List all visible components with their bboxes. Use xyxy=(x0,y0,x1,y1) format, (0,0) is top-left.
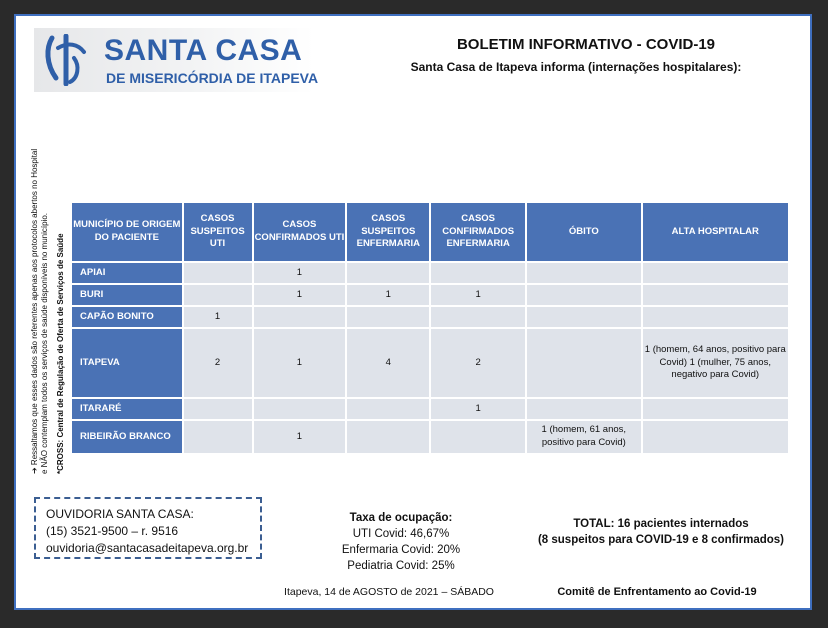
col-header-confirmados-uti: CASOS CONFIRMADOS UTI xyxy=(253,202,347,262)
cell-susp-uti xyxy=(183,284,253,306)
cell-conf-enf xyxy=(430,262,526,284)
bulletin-subtitle: Santa Casa de Itapeva informa (internações hospitalares): xyxy=(410,60,742,74)
cell-alta xyxy=(642,284,789,306)
cell-conf-uti: 1 xyxy=(253,284,347,306)
cell-conf-uti: 1 xyxy=(253,328,347,398)
side-note-cross: *CROSS: Central de Regulação de Oferta de Serviços de Saúde xyxy=(56,233,65,474)
table-row xyxy=(71,262,789,284)
cell-susp-uti xyxy=(183,420,253,454)
cell-susp-uti: 1 xyxy=(183,306,253,328)
row-city: ITAPEVA xyxy=(71,328,183,398)
col-header-suspeitos-enfermaria: CASOS SUSPEITOS ENFERMARIA xyxy=(346,202,430,262)
cell-conf-enf: 1 xyxy=(430,284,526,306)
occupancy-uti: UTI Covid: 46,67% xyxy=(352,528,450,540)
table-row xyxy=(71,284,789,306)
cell-alta xyxy=(642,306,789,328)
cell-obito: 1 (homem, 61 anos, positivo para Covid) xyxy=(526,420,641,454)
santa-casa-logo-mark-icon xyxy=(44,34,88,86)
bulletin-card xyxy=(14,14,812,610)
table-row xyxy=(71,420,789,454)
row-city: CAPÃO BONITO xyxy=(71,306,183,328)
cell-obito xyxy=(526,284,641,306)
cell-susp-enf: 1 xyxy=(346,284,430,306)
occupancy-pediatria: Pediatria Covid: 25% xyxy=(347,560,455,572)
col-header-confirmados-enfermaria: CASOS CONFIRMADOS ENFERMARIA xyxy=(430,202,526,262)
logo-title: SANTA CASA xyxy=(104,34,303,67)
cell-conf-uti xyxy=(253,306,347,328)
row-city: APIAI xyxy=(71,262,183,284)
bulletin-title: BOLETIM INFORMATIVO - COVID-19 xyxy=(456,36,716,53)
ouvidoria-title: OUVIDORIA SANTA CASA: xyxy=(46,507,194,521)
col-header-municipio: MUNICÍPIO DE ORIGEM DO PACIENTE xyxy=(71,202,183,262)
logo-subtitle: DE MISERICÓRDIA DE ITAPEVA xyxy=(106,70,319,86)
row-city: BURI xyxy=(71,284,183,306)
table-row xyxy=(71,398,789,420)
cell-conf-enf xyxy=(430,420,526,454)
ouvidoria-phone: (15) 3521-9500 – r. 9516 xyxy=(46,524,179,538)
col-header-suspeitos-uti: CASOS SUSPEITOS UTI xyxy=(183,202,253,262)
ouvidoria-email: ouvidoria@santacasadeitapeva.org.br xyxy=(46,541,249,555)
cell-susp-uti xyxy=(183,398,253,420)
table-row xyxy=(71,306,789,328)
cell-alta: 1 (homem, 64 anos, positivo para Covid) 1 (mulher, 75 anos, negativo para Covid) xyxy=(642,328,789,398)
cell-susp-enf xyxy=(346,262,430,284)
col-header-alta: ALTA HOSPITALAR xyxy=(642,202,789,262)
cell-susp-uti xyxy=(183,262,253,284)
footer-date: Itapeva, 14 de AGOSTO de 2021 – SÁBADO xyxy=(284,586,494,598)
occupancy-enfermaria: Enfermaria Covid: 20% xyxy=(341,544,461,556)
side-notes xyxy=(20,144,64,474)
col-header-obito: ÓBITO xyxy=(526,202,641,262)
occupancy-title: Taxa de ocupação: xyxy=(349,512,453,524)
cell-conf-enf: 2 xyxy=(430,328,526,398)
side-note-disclaimer: ➔ Ressaltamos que esses dados são referentes apenas aos protocolos abertos no Hospital xyxy=(30,148,39,474)
cell-alta xyxy=(642,262,789,284)
cell-susp-enf: 4 xyxy=(346,328,430,398)
cell-conf-enf xyxy=(430,306,526,328)
cell-obito xyxy=(526,306,641,328)
table-header-row xyxy=(71,202,789,262)
side-note-disclaimer-cont: e NÃO contemplam todos os serviços de saúde disponíveis no município. xyxy=(40,212,49,474)
ouvidoria-box xyxy=(34,497,262,559)
cell-obito xyxy=(526,262,641,284)
total-breakdown: (8 suspeitos para COVID-19 e 8 confirmados) xyxy=(537,534,785,546)
footer-committee: Comitê de Enfrentamento ao Covid-19 xyxy=(557,586,757,598)
cell-alta xyxy=(642,420,789,454)
cell-conf-uti: 1 xyxy=(253,420,347,454)
cell-obito xyxy=(526,398,641,420)
total-summary xyxy=(516,516,806,548)
cell-alta xyxy=(642,398,789,420)
cell-susp-enf xyxy=(346,398,430,420)
cell-susp-enf xyxy=(346,420,430,454)
occupancy-rates xyxy=(316,510,486,574)
cell-susp-enf xyxy=(346,306,430,328)
cell-conf-uti: 1 xyxy=(253,262,347,284)
cell-susp-uti: 2 xyxy=(183,328,253,398)
cell-conf-enf: 1 xyxy=(430,398,526,420)
cases-table xyxy=(70,201,790,455)
row-city: RIBEIRÃO BRANCO xyxy=(71,420,183,454)
santa-casa-logo xyxy=(34,28,319,92)
row-city: ITARARÉ xyxy=(71,398,183,420)
cell-conf-uti xyxy=(253,398,347,420)
table-row xyxy=(71,328,789,398)
cell-obito xyxy=(526,328,641,398)
total-line: TOTAL: 16 pacientes internados xyxy=(573,518,749,530)
